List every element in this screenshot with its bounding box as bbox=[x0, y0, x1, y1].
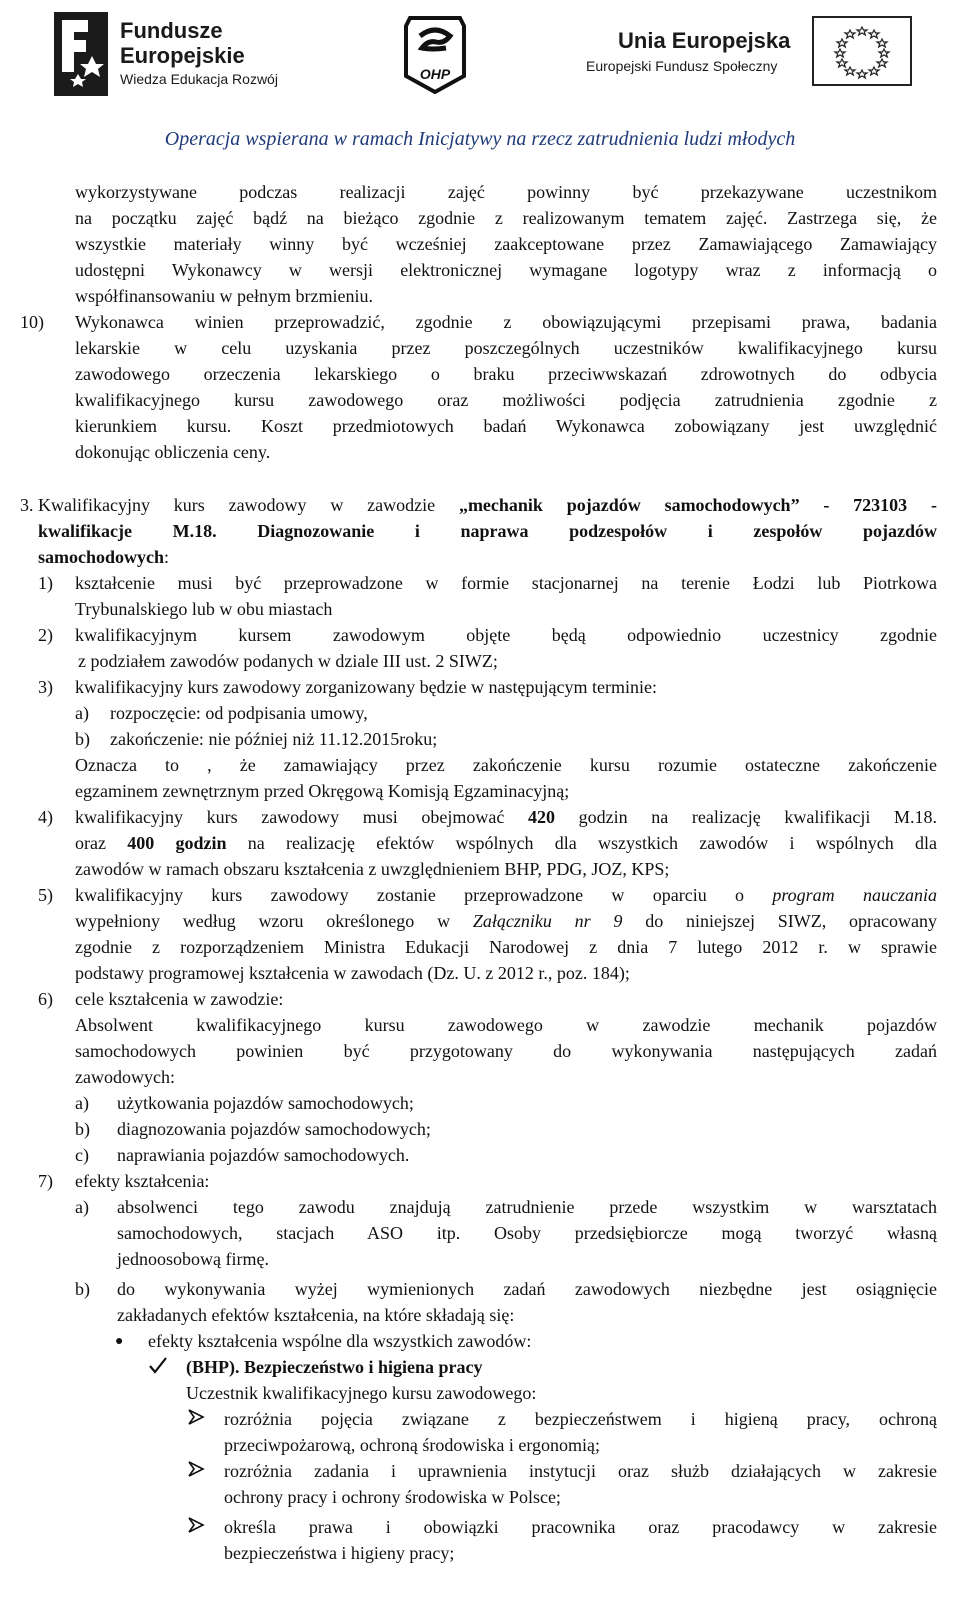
arrow-bullet-icon bbox=[186, 1515, 206, 1542]
text-line: jednoosobową firmę. bbox=[117, 1249, 269, 1269]
text-line: rozpoczęcie: od podpisania umowy, bbox=[110, 703, 368, 723]
text-line: cele kształcenia w zawodzie: bbox=[75, 989, 284, 1009]
text-line: współfinansowaniu w pełnym brzmieniu. bbox=[75, 286, 373, 306]
text-line: Absolwent kwalifikacyjnego kursu zawodowego w zawodzie mechanik pojazdów bbox=[75, 1015, 937, 1035]
text-line: zakończenie: nie później niż 11.12.2015roku; bbox=[110, 729, 438, 749]
text-line: Uczestnik kwalifikacyjnego kursu zawodowego: bbox=[186, 1383, 537, 1403]
text-line: wykorzystywane podczas realizacji zajęć powinny być przekazywane uczestnikom bbox=[75, 182, 937, 202]
text-line: Trybunalskiego lub w obu miastach bbox=[75, 599, 333, 619]
list-letter: c) bbox=[75, 1145, 89, 1165]
fe-logo-line2: Europejskie bbox=[120, 43, 245, 68]
fundusze-europejskie-emblem-icon bbox=[48, 12, 112, 96]
list-number: 4) bbox=[38, 807, 53, 827]
text-line: Wykonawca winien przeprowadzić, zgodnie z obowiązującymi przepisami prawa, badania bbox=[75, 312, 937, 332]
document-header bbox=[0, 0, 960, 120]
list-letter: b) bbox=[75, 1279, 90, 1299]
list-number: 3) bbox=[38, 677, 53, 697]
text-line: egzaminem zewnętrznym przed Okręgową Komisją Egzaminacyjną; bbox=[75, 781, 570, 801]
list-number: 2) bbox=[38, 625, 53, 645]
text-line: lekarskie w celu uzyskania przez poszczególnych uczestników kwalifikacyjnego kursu bbox=[75, 338, 937, 358]
text-line: naprawiania pojazdów samochodowych. bbox=[117, 1145, 410, 1165]
text-line: zgodnie z rozporządzeniem Ministra Edukacji Narodowej z dnia 7 lutego 2012 r. w sprawie bbox=[75, 937, 937, 957]
list-number: 6) bbox=[38, 989, 53, 1009]
bullet-icon: ● bbox=[115, 1334, 124, 1349]
text-line: kwalifikacyjny kurs zawodowy zostanie przeprowadzone w oparciu o program nauczania bbox=[75, 885, 937, 905]
fundusze-europejskie-logo bbox=[48, 12, 308, 96]
list-number: 10) bbox=[20, 312, 44, 332]
list-number: 1) bbox=[38, 573, 53, 593]
text-line: udostępni Wykonawcy w wersji elektronicznej wymagane logotypy wraz z informacją o bbox=[75, 260, 937, 280]
text-line: dokonując obliczenia ceny. bbox=[75, 442, 271, 462]
ohp-logo-text: OHP bbox=[419, 66, 451, 82]
text-line: efekty kształcenia: bbox=[75, 1171, 210, 1191]
text-line: kształcenie musi być przeprowadzone w formie stacjonarnej na terenie Łodzi lub Piotrkowa bbox=[75, 573, 937, 593]
text-line: rozróżnia pojęcia związane z bezpieczeństwem i higieną pracy, ochroną bbox=[224, 1409, 937, 1429]
section-number: 3. bbox=[20, 495, 34, 515]
text-line: oraz 400 godzin na realizację efektów wspólnych dla wszystkich zawodów i wspólnych dla bbox=[75, 833, 937, 853]
arrow-bullet-icon bbox=[186, 1459, 206, 1486]
text-line: kierunkiem kursu. Koszt przedmiotowych badań Wykonawca zobowiązany jest uwzględnić bbox=[75, 416, 937, 436]
list-number: 5) bbox=[38, 885, 53, 905]
unia-europejska-logo bbox=[586, 28, 946, 98]
text-line: samochodowych powinien być przygotowany do wykonywania następujących zadań bbox=[75, 1041, 937, 1061]
text-line: kwalifikacyjny kurs zawodowy musi obejmować 420 godzin na realizację kwalifikacji M.18. bbox=[75, 807, 937, 827]
list-letter: b) bbox=[75, 1119, 90, 1139]
text-line: wypełniony według wzoru określonego w Załączniku nr 9 do niniejszej SIWZ, opracowany bbox=[75, 911, 937, 931]
list-letter: a) bbox=[75, 703, 89, 723]
text-line: ochrony pracy i ochrony środowiska w Polsce; bbox=[224, 1487, 561, 1507]
fe-logo-line3: Wiedza Edukacja Rozwój bbox=[120, 71, 278, 87]
text-line: zawodowego orzeczenia lekarskiego o braku przeciwwskazań zdrowotnych do odbycia bbox=[75, 364, 937, 384]
fe-logo-line1: Fundusze bbox=[120, 18, 223, 43]
text-line: na początku zajęć bądź na bieżąco zgodnie z realizowanym tematem zajęć. Zastrzega się, że bbox=[75, 208, 937, 228]
text-line: samochodowych, stacjach ASO itp. Osoby przedsiębiorcze mogą tworzyć własną bbox=[117, 1223, 937, 1243]
text-line: absolwenci tego zawodu znajdują zatrudnienie przede wszystkim w warsztatach bbox=[117, 1197, 937, 1217]
ohp-shield-icon bbox=[402, 14, 468, 94]
section-heading-line: Kwalifikacyjny kurs zawodowy w zawodzie „mechanik pojazdów samochodowych” - 723103 - bbox=[38, 495, 937, 515]
arrow-bullet-icon bbox=[186, 1407, 206, 1434]
text-line: kwalifikacyjny kurs zawodowy zorganizowany będzie w następującym terminie: bbox=[75, 677, 657, 697]
list-letter: a) bbox=[75, 1197, 89, 1217]
text-line: diagnozowania pojazdów samochodowych; bbox=[117, 1119, 431, 1139]
list-letter: b) bbox=[75, 729, 90, 749]
text-line: (BHP). Bezpieczeństwo i higiena pracy bbox=[186, 1357, 483, 1377]
eu-flag-icon bbox=[812, 16, 912, 86]
text-line: z podziałem zawodów podanych w dziale III ust. 2 SIWZ; bbox=[78, 651, 498, 671]
text-line: Oznacza to , że zamawiający przez zakończenie kursu rozumie ostateczne zakończenie bbox=[75, 755, 937, 775]
text-line: podstawy programowej kształcenia w zawodach (Dz. U. z 2012 r., poz. 184); bbox=[75, 963, 630, 983]
ohp-logo bbox=[402, 14, 474, 96]
ue-logo-line1: Unia Europejska bbox=[618, 28, 791, 53]
ue-logo-line2: Europejski Fundusz Społeczny bbox=[586, 58, 778, 74]
section-heading-line: samochodowych: bbox=[38, 547, 170, 567]
text-line: przeciwpożarową, ochroną środowiska i ergonomią; bbox=[224, 1435, 601, 1455]
text-line: kwalifikacyjnym kursem zawodowym objęte będą odpowiednio uczestnicy zgodnie bbox=[75, 625, 937, 645]
text-line: efekty kształcenia wspólne dla wszystkich zawodów: bbox=[148, 1331, 532, 1351]
text-line: określa prawa i obowiązki pracownika oraz pracodawcy w zakresie bbox=[224, 1517, 937, 1537]
text-line: zawodowych: bbox=[75, 1067, 175, 1087]
text-line: kwalifikacyjnego kursu zawodowego oraz możliwości podjęcia zatrudnienia zgodnie z bbox=[75, 390, 937, 410]
text-line: bezpieczeństwa i higieny pracy; bbox=[224, 1543, 455, 1563]
text-line: zakładanych efektów kształcenia, na które składają się: bbox=[117, 1305, 515, 1325]
text-line: wszystkie materiały winny być wcześniej zaakceptowane przez Zamawiającego Zamawiający bbox=[75, 234, 937, 254]
text-line: do wykonywania wyżej wymienionych zadań zawodowych niezbędne jest osiągnięcie bbox=[117, 1279, 937, 1299]
text-line: użytkowania pojazdów samochodowych; bbox=[117, 1093, 414, 1113]
section-heading-line: kwalifikacje M.18. Diagnozowanie i naprawa podzespołów i zespołów pojazdów bbox=[38, 521, 937, 541]
checkmark-icon bbox=[148, 1354, 168, 1383]
project-tagline: Operacja wspierana w ramach Inicjatywy na rzecz zatrudnienia ludzi młodych bbox=[164, 128, 796, 150]
text-line: zawodów w ramach obszaru kształcenia z uwzględnieniem BHP, PDG, JOZ, KPS; bbox=[75, 859, 670, 879]
list-number: 7) bbox=[38, 1171, 53, 1191]
list-letter: a) bbox=[75, 1093, 89, 1113]
text-line: rozróżnia zadania i uprawnienia instytucji oraz służb działających w zakresie bbox=[224, 1461, 937, 1481]
